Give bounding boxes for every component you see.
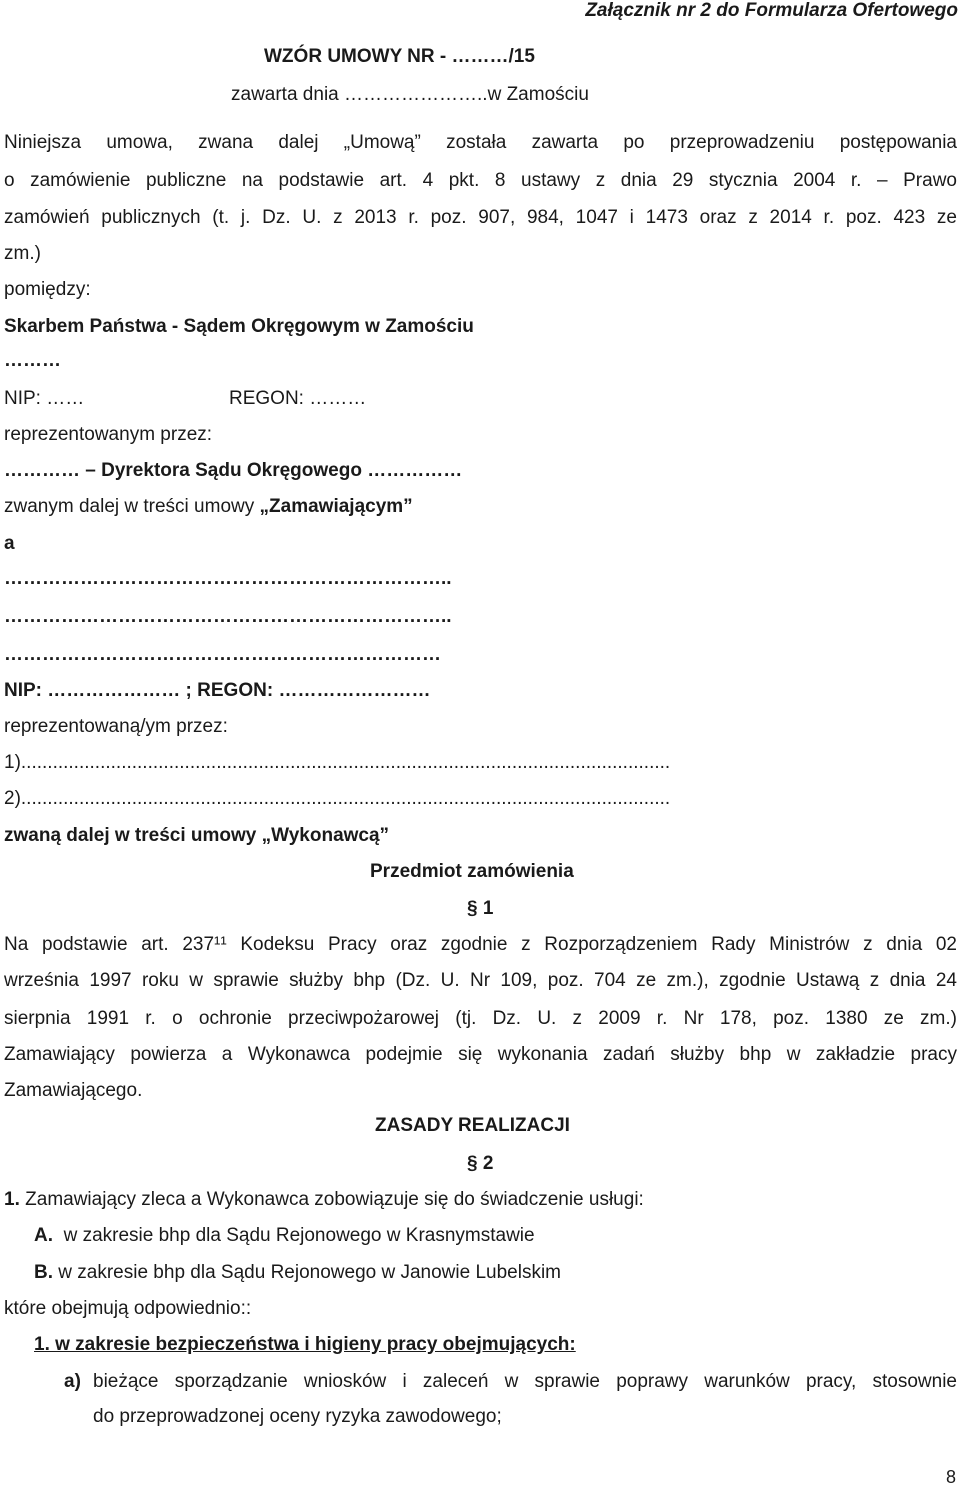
party1-regon: REGON: ……… (229, 388, 367, 409)
and-label: a (4, 533, 15, 554)
party2-rep-1: 1)........................................................................................................................... (4, 752, 671, 773)
intro-line-1: Niniejsza umowa, zwana dalej „Umową” została zawarta po przeprowadzeniu postępowania (4, 132, 957, 153)
section2-sub-a-line-1: bieżące sporządzanie wniosków i zaleceń w sprawie poprawy warunków pracy, stosownie (93, 1371, 957, 1392)
section1-text-2: września 1997 roku w sprawie służby bhp (Dz. U. Nr 109, poz. 704 ze zm.), zgodnie Ustawą z dnia 24 (4, 970, 957, 991)
section1-text-4: Zamawiający powierza a Wykonawca podejmie się wykonania zadań służby bhp w zakładzie pracy (4, 1044, 957, 1065)
section2-covering: które obejmują odpowiednio:: (4, 1298, 252, 1319)
section1-text-3: sierpnia 1991 r. o ochronie przeciwpożarowej (tj. Dz. U. z 2009 r. Nr 178, poz. 1380 ze zm.) (4, 1008, 957, 1029)
section2-paragraph-mark: § 2 (467, 1153, 494, 1174)
party2-line-1: …………………………………………………………….. (4, 568, 452, 589)
section1-text-1: Na podstawie art. 237¹¹ Kodeksu Pracy oraz zgodnie z Rozporządzeniem Rady Ministrów z dnia 02 (4, 934, 957, 955)
section1-text-5: Zamawiającego. (4, 1080, 143, 1101)
contract-title: WZÓR UMOWY NR - ………/15 (264, 46, 535, 67)
party1-dots: ……… (4, 350, 61, 371)
intro-line-2: o zamówienie publiczne na podstawie art. 4 pkt. 8 ustawy z dnia 29 stycznia 2004 r. – Prawo (4, 170, 957, 191)
party1-representative: ………… – Dyrektora Sądu Okręgowego …………… (4, 460, 463, 481)
section2-heading: ZASADY REALIZACJI (375, 1115, 570, 1136)
party2-rep-2: 2)........................................................................................................................... (4, 788, 671, 809)
section2-sub-a-line-2: do przeprowadzonej oceny ryzyka zawodowego; (93, 1406, 502, 1427)
party1-name: Skarbem Państwa - Sądem Okręgowym w Zamościu (4, 316, 474, 337)
page-number: 8 (946, 1467, 957, 1487)
party1-nip: NIP: …… (4, 388, 85, 409)
party1-called: zwanym dalej w treści umowy „Zamawiającym” (4, 496, 413, 517)
section2-item-b: B. w zakresie bhp dla Sądu Rejonowego w Janowie Lubelskim (34, 1262, 562, 1283)
intro-line-4: zm.) (4, 243, 41, 264)
section1-heading: Przedmiot zamówienia (370, 861, 574, 882)
annex-title: Załącznik nr 2 do Formularza Ofertowego (585, 0, 958, 21)
intro-line-3: zamówień publicznych (t. j. Dz. U. z 2013 r. poz. 907, 984, 1047 i 1473 oraz z 2014 r. poz. 423 ze (4, 207, 957, 228)
party1-represented-label: reprezentowanym przez: (4, 424, 213, 445)
section2-sub-a-label: a) (64, 1371, 81, 1392)
section2-sub-1: 1. w zakresie bezpieczeństwa i higieny pracy obejmujących: (34, 1334, 576, 1355)
party2-called: zwaną dalej w treści umowy „Wykonawcą” (4, 825, 390, 846)
section1-paragraph-mark: § 1 (467, 898, 494, 919)
between-label: pomiędzy: (4, 279, 91, 300)
party2-line-2: …………………………………………………………….. (4, 606, 452, 627)
section2-item-a: A. w zakresie bhp dla Sądu Rejonowego w Krasnymstawie (34, 1225, 535, 1246)
party2-line-3: …………………………………………………………… (4, 644, 441, 665)
party2-nip-regon: NIP: ………………… ; REGON: …………………… (4, 680, 431, 701)
contract-date-place: zawarta dnia …………………..w Zamościu (231, 84, 589, 105)
party2-represented-label: reprezentowaną/ym przez: (4, 716, 228, 737)
section2-item-1: 1. Zamawiający zleca a Wykonawca zobowiązuje się do świadczenie usługi: (4, 1189, 644, 1210)
